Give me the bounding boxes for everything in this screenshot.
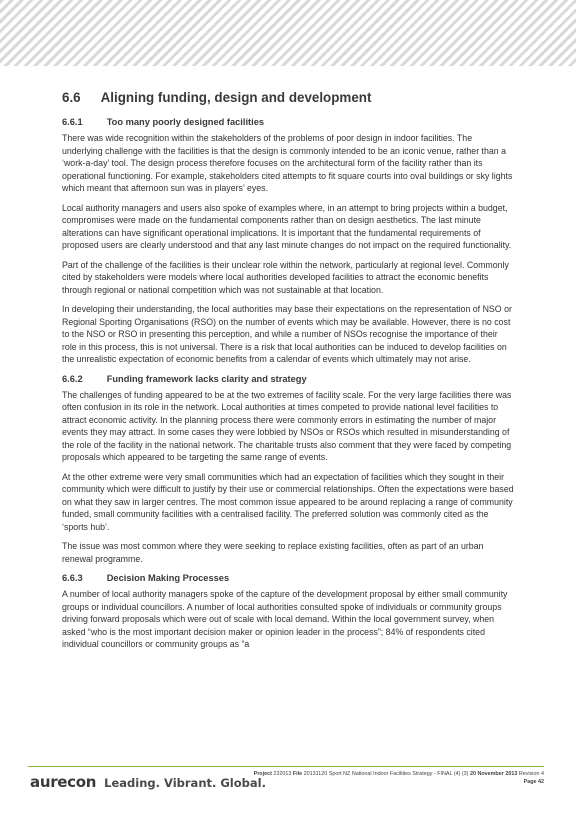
subsection-title: Decision Making Processes bbox=[106, 573, 230, 583]
subsection-title: Funding framework lacks clarity and strategy bbox=[106, 373, 307, 384]
subsection-heading-6-6-2 bbox=[62, 374, 514, 384]
subsection-heading-6-6-1 bbox=[62, 117, 514, 127]
paragraph: There was wide recognition within the stakeholders of the problems of poor design in indoor facilities. The underlying challenge with the facilities is that the design is commonly intended to be an iconic venue, rather than a ‘work-a-day’ tool. The design process therefore focuses on the architectural form of the facility rather than its operational functioning. For example, stakeholders cited attempts to fit square courts into oval buildings or sky lights which meant that afternoon sun was in players’ eyes. bbox=[62, 133, 513, 193]
paragraph: The challenges of funding appeared to be at the two extremes of facility scale. For the very large facilities there was often confusion in its role in the network. Local authorities at times competed to provide national level facilities to attract economic activity. In the planning process there were commonly errors in estimating the number of major events they may attract. In some cases they were lobbied by NSOs or RSOs which resulted in misunderstanding of the role of the facility in the national network. The charitable trusts also comment that they were faced by competing proposals which appeared to be targeting the same range of events. bbox=[62, 389, 512, 462]
paragraph: At the other extreme were very small communities which had an expectation of facilities which they sought in their community which were difficult to justify by their use or commercial relationships. Often the expectations were based on what they saw in larger centres. The most common issue appeared to be around replacing a range of community funded, small community facilities with a centralised facility. The preferred solution was commonly cited as the ‘sports hub’. bbox=[62, 471, 514, 532]
section-title: Aligning funding, design and development bbox=[100, 90, 372, 105]
subsection-title: Too many poorly designed facilities bbox=[106, 117, 265, 127]
subsection-heading-6-6-3 bbox=[62, 573, 514, 583]
paragraph: Part of the challenge of the facilities is their unclear role within the network, particularly at regional level. Commonly cited by stakeholders were models where local authorities developed facilities to attract the economic benefits through regional or national competition which was not sustainable at that location. bbox=[62, 259, 509, 295]
logo-wordmark: aurecon bbox=[30, 773, 97, 791]
footer-divider bbox=[28, 766, 544, 767]
project-number: 232013 bbox=[273, 771, 292, 777]
file-name: 20131120 Sport NZ National Indoor Facilities Strategy - FINAL (4) (3) bbox=[303, 771, 469, 777]
subsection-number: 6.6.3 bbox=[62, 573, 83, 583]
paragraph: A number of local authority managers spoke of the capture of the development proposal by either small community groups or individual councillors. A number of local authorities consulted spoke of individuals or community groups driving forward proposals which were out of scale with local demand. Within the local government survey, when asked “who is the most important decision maker or opinion leader in the process”; 84% of respondents cited individual councillors or community groups as “a bbox=[62, 589, 508, 649]
subsection-number: 6.6.2 bbox=[62, 373, 83, 384]
paragraph: Local authority managers and users also spoke of examples where, in an attempt to bring projects within a budget, compromises were made on the fundamental components rather than on design aesthetics. The last minute alterations can have significant operational implications. It is important that the fundamental requirements of proposed users are clearly understood and that any last minute changes do not impact on the required functionality. bbox=[62, 202, 512, 250]
subsection-number: 6.6.1 bbox=[62, 117, 83, 127]
paragraph: In developing their understanding, the local authorities may base their expectations on the representation of NSO or Regional Sporting Organisations (RSO) on the number of events which may be available. However, there is no cost to the NSO or RSO in presenting this perception, and while a number of NSOs recognise the importance of their role in this process, this is not universal. There is a risk that local authorities can be induced to develop facilities on the unrealistic expectation of economic benefits from a calendar of events which ultimately may not arise. bbox=[62, 304, 512, 364]
section-heading bbox=[62, 90, 514, 105]
paragraph: The issue was most common where they were seeking to replace existing facilities, often as part of an urban renewal programme. bbox=[62, 541, 484, 564]
document-body bbox=[62, 90, 514, 658]
revision: Revision 4 bbox=[518, 771, 544, 777]
header-hatch-band bbox=[0, 0, 576, 66]
section-number: 6.6 bbox=[62, 90, 81, 105]
document-date: 20 November 2013 bbox=[469, 771, 518, 777]
footer-meta bbox=[224, 770, 544, 786]
footer-meta-line1: Project 232013 File 20131120 Sport NZ National Indoor Facilities Strategy - FINAL (4) (3) 20 November 2013 Revision 4 bbox=[253, 771, 544, 777]
logo-tagline: Leading. Vibrant. Global. bbox=[104, 776, 266, 790]
page-number: Page 42 bbox=[523, 779, 544, 785]
